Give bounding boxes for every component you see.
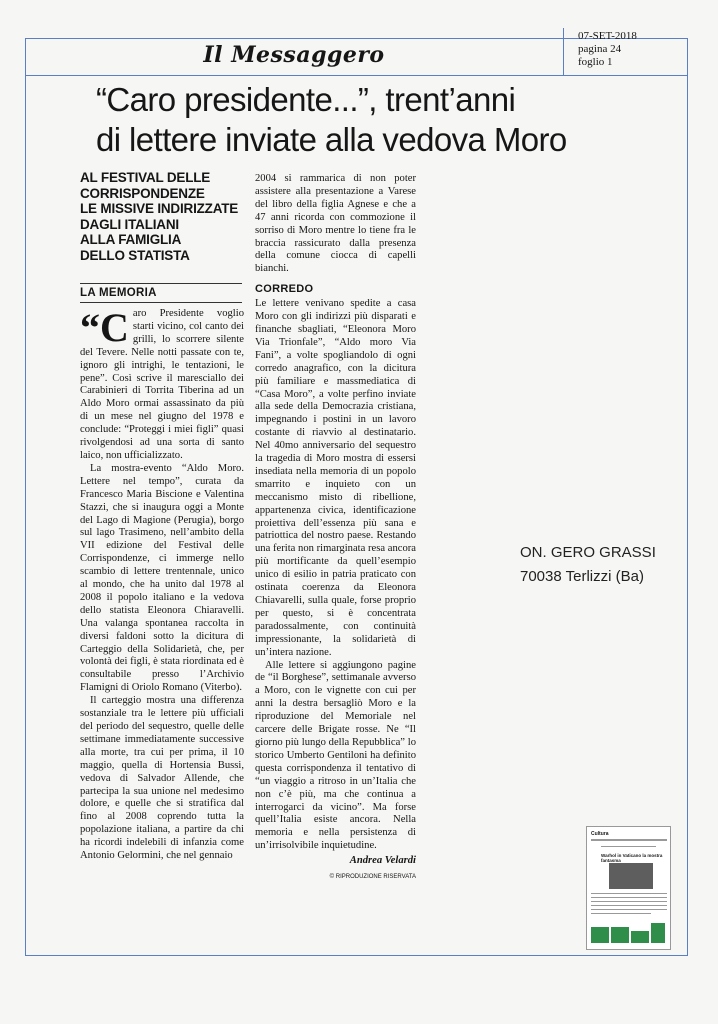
thumbnail-green-block bbox=[591, 927, 609, 943]
page-thumbnail bbox=[586, 826, 671, 950]
thumbnail-text-line bbox=[591, 909, 667, 910]
contact-stamp bbox=[520, 541, 656, 589]
clipping-date: 07-SET-2018 bbox=[578, 30, 637, 42]
thumbnail-green-block bbox=[611, 927, 629, 943]
headline-line-1: “Caro presidente...”, trent’anni bbox=[96, 81, 516, 118]
subhead-line: ALLA FAMIGLIA bbox=[80, 232, 182, 247]
contact-name: ON. GERO GRASSI bbox=[520, 544, 656, 561]
article-paragraph bbox=[80, 305, 244, 463]
drop-cap-quote: “ bbox=[80, 305, 100, 350]
contact-address: 70038 Terlizzi (Ba) bbox=[520, 568, 644, 585]
article-paragraph: La mostra-evento “Aldo Moro. Lettere nel tempo”, curata da Francesco Maria Biscione e Valentina Stazzi, che si inaugura oggi a Monte del Lago di Magione (Perugia), borgo sul lago Trasimeno, nell’ambito della VII edizione del Festival delle Corrispondenze, ci immerge nello scambio di lettere trentennale, unico al mondo, che ha unito dal 1978 al 2008 il popolo italiano e la vedova dello statista Eleonora Chiaravelli. Una valanga spontanea raccolta in diversi faldoni sotto la dicitura di Carteggio della Solidarietà, che, per volontà dei figli, è stata riordinata ed è consultabile presso l’Archivio Flamigni di Oriolo Romano (Viterbo). bbox=[80, 462, 244, 694]
paragraph-text: aro Presidente voglio starti vicino, col canto dei grilli, lo scorrere silente del Tevere. Nelle notti passate con te, ignoro gli intrighi, le tentazioni, le pene”. Così scrive il maresciallo dei Carabinieri di Torrita Tiberina ad un Aldo Moro ormai assassinato da più di un mese nel giugno del 1978 e conclude: “Proteggi i miei figli” quasi rivolgendosi ad una sorta di santo laico, non ufficializzato. bbox=[80, 308, 244, 461]
newspaper-masthead: Il Messaggero bbox=[203, 42, 385, 68]
masthead-box bbox=[25, 38, 563, 76]
thumbnail-text-line bbox=[591, 901, 667, 902]
article-subhead bbox=[80, 170, 240, 263]
headline-line-2: di lettere inviate alla vedova Moro bbox=[96, 121, 567, 158]
drop-cap-letter: C bbox=[100, 305, 129, 350]
thumbnail-text-line bbox=[601, 846, 656, 847]
subhead-line: LE MISSIVE INDIRIZZATE bbox=[80, 201, 239, 216]
article-paragraph: 2004 si rammarica di non poter assistere alla presentazione a Varese del libro della figlia Agnese e che a 47 anni ricorda con commozione il sorriso di Moro mentre lo tiene fra le braccia rassicurato dalla presenza della comune ciocca di capelli bianchi. bbox=[255, 173, 416, 275]
subhead-line: CORRISPONDENZE bbox=[80, 185, 205, 201]
thumbnail-text-line bbox=[591, 913, 651, 914]
article-headline bbox=[96, 80, 636, 160]
thumbnail-text-line bbox=[591, 897, 667, 898]
subhead-line: DAGLI ITALIANI bbox=[80, 216, 179, 232]
thumbnail-green-block bbox=[651, 923, 665, 943]
thumbnail-text-line bbox=[591, 905, 667, 906]
section-heading: CORREDO bbox=[255, 283, 314, 296]
clipping-meta bbox=[563, 28, 688, 76]
article-kicker: LA MEMORIA bbox=[80, 287, 157, 299]
author-signature: Andrea Velardi bbox=[349, 855, 416, 867]
thumbnail-title: Warhol in Vaticano la mostra fantasma bbox=[601, 853, 663, 863]
kicker-rule-top bbox=[80, 283, 242, 284]
article-paragraph: Alle lettere si aggiungono pagine de “il Borghese”, settimanale avverso a Moro, con le vignette con cui per anni la destra bersagliò Moro e la riproduzione del Memoriale nel carcere delle Brigate rosse. Ne “Il giorno più lungo della Repubblica” lo storico Umberto Gentiloni ha definito questa corrispondenza il tentativo di “un viaggio a ritroso in un’Italia che non c’è più, ma che continua a interrogarci da vicino”. Ma forse quell’Italia esiste ancora. Nella memoria e nella persistenza di un’irrisolvibile inquietudine. bbox=[255, 659, 416, 852]
subhead-line: AL FESTIVAL DELLE bbox=[80, 170, 211, 185]
article-paragraph: Il carteggio mostra una differenza sostanziale tra le lettere più ufficiali del periodo del sequestro, quelle delle settimane immediatamente successive alla morte, tra cui per prima, il 10 maggio, quella di Hortensia Bussi, vedova di Salvador Allende, che partecipa la sua unione nel medesimo dolore, e quelle che si stratifica dal fino al 2008 coprendo tutta la popolazione italiana, a partire da chi ha ricordi indelebili di infanzia come Antonio Gelormini, che nel gennaio bbox=[80, 695, 244, 862]
thumbnail-photo bbox=[609, 863, 653, 889]
drop-cap bbox=[80, 305, 129, 350]
clipping-sheet: foglio 1 bbox=[578, 56, 613, 68]
subhead-line: DELLO STATISTA bbox=[80, 247, 190, 263]
article-paragraph: Le lettere venivano spedite a casa Moro con gli indirizzi più disparati e finanche sbagliati, “Eleonora Moro Via Trionfale”, “Aldo moro Via Fani”, a volte spogliandolo di ogni corredo anagrafico, con la dicitura più familiare e massmediatica di “Casa Moro”, a volte perfino inviate alla sede della Democrazia cristiana, impegnando i postini in un lavoro costante di riavvio al destinatario. Nel 40mo anniversario del sequestro la tragedia di Moro mostra di essersi insediata nella memoria di un popolo smarrito e inquieto con un meccanismo misto di ribellione, appartenenza civica, identificazione proiettiva dell’essenza più sana e patriottica del nostro paese. Restando una ferita non rimarginata resa ancora più mortificante da quell’esempio unico di esilio in patria praticato con ostinata coerenza da Eleonora Chiavarelli, sulla quale, forse proprio per questo, si è concentrata paradossalmente, con continuità impressionante, la solidarietà di un’intera nazione. bbox=[255, 298, 416, 658]
article-column-2 bbox=[255, 173, 416, 884]
article-column-1 bbox=[80, 305, 244, 863]
copyright-notice: © RIPRODUZIONE RISERVATA bbox=[329, 874, 416, 881]
clipping-page: pagina 24 bbox=[578, 43, 622, 55]
kicker-rule-bottom bbox=[80, 302, 242, 303]
thumbnail-green-block bbox=[631, 931, 649, 943]
thumbnail-rule bbox=[591, 839, 667, 841]
thumbnail-text-line bbox=[591, 893, 667, 894]
thumbnail-section-label: Cultura bbox=[591, 831, 609, 837]
